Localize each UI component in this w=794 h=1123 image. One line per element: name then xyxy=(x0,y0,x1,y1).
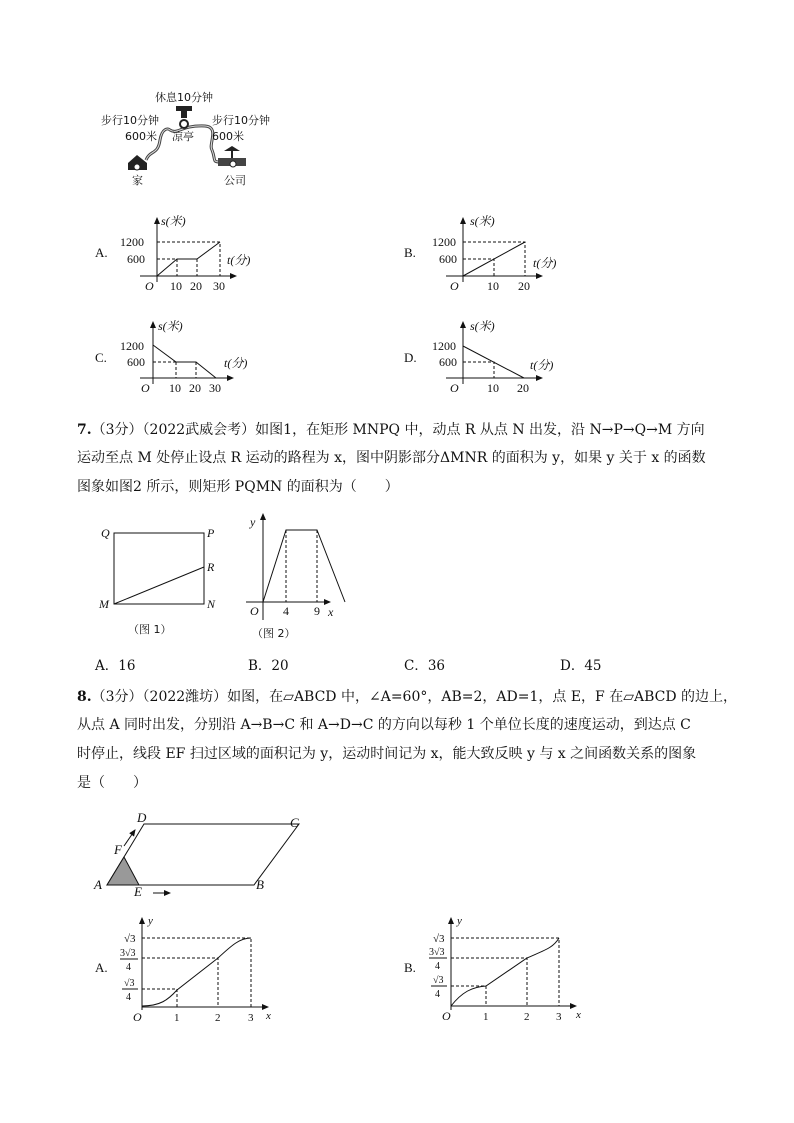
y-tick-3sqrt3-4-num: 3√3 xyxy=(429,947,445,958)
y-tick: 1200 xyxy=(120,235,144,249)
x-axis-label: t(分) xyxy=(227,253,251,267)
y-axis-label: y xyxy=(457,915,462,927)
q8-parallelogram xyxy=(93,810,299,899)
q7-line-2: 运动至点 M 处停止设点 R 运动的路程为 x，图中阴影部分ΔMNR 的面积为 y，如果 y 关于 x 的函数 xyxy=(77,450,706,466)
q7-line-3: 图象如图2 所示，则矩形 PQMN 的面积为（ ） xyxy=(77,479,399,495)
dist2-label: 600米 xyxy=(212,130,244,143)
y-tick: 1200 xyxy=(432,235,456,249)
q8-text: 如图，在▱ABCD 中，∠A=60°，AB=2，AD=1，点 E，F 在▱ABCD 的边上， xyxy=(227,689,738,705)
point-f: F xyxy=(114,842,122,857)
q7-option-b[interactable]: B．20 xyxy=(248,658,289,674)
figure-1-caption: （图 1） xyxy=(128,623,172,636)
q8-meta: （3分）（2022潍坊） xyxy=(91,689,228,705)
x-tick: 10 xyxy=(487,381,499,395)
point-r: R xyxy=(207,560,215,574)
figure-2-caption: （图 2） xyxy=(252,627,296,640)
q8-number: 8. xyxy=(77,689,92,705)
y-tick-sqrt3: √3 xyxy=(433,933,445,945)
point-m: M xyxy=(99,597,109,611)
x-tick: 10 xyxy=(487,279,499,293)
origin-label: O xyxy=(250,604,259,618)
home-icon xyxy=(128,155,147,170)
q7-option-c[interactable]: C．36 xyxy=(404,658,446,674)
option-label: A. xyxy=(95,245,108,260)
x-tick: 1 xyxy=(483,1011,489,1023)
x-tick: 1 xyxy=(174,1012,180,1024)
option-label: D. xyxy=(404,350,417,365)
q7-text: 如图1，在矩形 MNPQ 中，动点 R 从点 N 出发，沿 N→P→Q→M 方向 xyxy=(255,422,705,438)
origin-label: O xyxy=(141,381,150,395)
q8-line-4: 是（ ） xyxy=(77,775,147,791)
origin-label: O xyxy=(133,1010,142,1024)
y-tick-sqrt3-4-num: √3 xyxy=(433,975,444,986)
rest-label: 休息10分钟 xyxy=(155,91,213,104)
y-tick-3sqrt3-4-den: 4 xyxy=(435,961,440,972)
option-label: A. xyxy=(95,960,108,975)
y-tick-3sqrt3-4-den: 4 xyxy=(126,962,131,973)
q7-option-d[interactable]: D．45 xyxy=(560,658,602,674)
x-tick: 3 xyxy=(556,1011,562,1023)
x-axis-label: t(分) xyxy=(224,356,248,370)
option-label: C. xyxy=(95,350,107,365)
origin-label: O xyxy=(450,279,459,293)
company-label: 公司 xyxy=(224,174,246,187)
company-icon xyxy=(218,146,246,167)
x-tick: 20 xyxy=(517,381,529,395)
x-tick: 2 xyxy=(524,1011,530,1023)
x-tick: 10 xyxy=(169,381,181,395)
walk1-label: 步行10分钟 xyxy=(101,114,159,127)
y-tick-sqrt3: √3 xyxy=(124,933,136,945)
point-n: N xyxy=(207,597,216,611)
x-tick: 9 xyxy=(314,604,320,618)
y-tick: 600 xyxy=(127,355,145,369)
q6-graph-b[interactable] xyxy=(404,214,556,293)
arrow-f-icon xyxy=(124,830,135,846)
q6-graph-c[interactable] xyxy=(95,319,247,395)
q7-figure-2 xyxy=(246,514,345,640)
x-axis-label: x xyxy=(576,1009,581,1021)
q8-line-3: 时停止，线段 EF 扫过区域的面积记为 y，运动时间记为 x，能大致反映 y 与 x 之间函数关系的图象 xyxy=(77,746,697,762)
point-c: C xyxy=(290,815,299,830)
y-tick-sqrt3-4-den: 4 xyxy=(435,989,440,1000)
y-tick: 600 xyxy=(439,355,457,369)
q7-number: 7. xyxy=(77,422,92,438)
x-axis-label: t(分) xyxy=(533,256,557,270)
pavilion-icon xyxy=(176,106,192,128)
pavilion-label: 凉亭 xyxy=(172,130,194,143)
y-tick: 1200 xyxy=(120,339,144,353)
y-axis-label: s(米) xyxy=(470,319,495,333)
x-tick: 3 xyxy=(248,1012,254,1024)
origin-label: O xyxy=(442,1009,451,1023)
point-e: E xyxy=(134,884,142,899)
point-b: B xyxy=(256,877,264,892)
y-axis-label: y xyxy=(250,515,256,529)
option-label: B. xyxy=(404,960,416,975)
x-axis-label: x xyxy=(328,605,334,619)
y-axis-label: s(米) xyxy=(470,214,495,228)
q8-graph-a[interactable] xyxy=(95,915,271,1024)
y-axis-label: s(米) xyxy=(161,214,186,228)
x-axis-label: t(分) xyxy=(530,358,554,372)
q7-option-a[interactable]: A．16 xyxy=(95,658,136,674)
point-a: A xyxy=(94,877,102,892)
x-tick: 20 xyxy=(190,279,202,293)
q7-figure-1 xyxy=(98,526,216,636)
x-tick: 4 xyxy=(283,604,289,618)
home-label: 家 xyxy=(132,174,143,187)
walk2-label: 步行10分钟 xyxy=(212,114,270,127)
y-tick: 600 xyxy=(127,252,145,266)
origin-label: O xyxy=(145,279,154,293)
origin-label: O xyxy=(450,381,459,395)
q8-graph-b[interactable] xyxy=(404,915,581,1023)
y-axis-label: s(米) xyxy=(158,319,183,333)
q7-meta: （3分）（2022武威会考） xyxy=(91,422,256,438)
option-label: B. xyxy=(404,245,416,260)
point-d: D xyxy=(137,810,147,825)
y-tick-sqrt3-4-num: √3 xyxy=(124,978,135,989)
point-q: Q xyxy=(101,526,110,540)
q8-line-2: 从点 A 同时出发，分别沿 A→B→C 和 A→D→C 的方向以每秒 1 个单位长度的速度运动，到达点 C xyxy=(77,717,691,733)
x-tick: 30 xyxy=(213,279,225,293)
route-map xyxy=(101,90,270,187)
x-tick: 10 xyxy=(170,279,182,293)
q6-graph-a[interactable] xyxy=(95,214,250,293)
x-tick: 20 xyxy=(189,381,201,395)
y-tick-sqrt3-4-den: 4 xyxy=(126,992,131,1003)
y-tick: 1200 xyxy=(432,339,456,353)
x-tick: 20 xyxy=(518,279,530,293)
y-tick: 600 xyxy=(439,252,457,266)
y-axis-label: y xyxy=(148,915,153,927)
point-p: P xyxy=(207,526,215,540)
dist1-label: 600米 xyxy=(125,130,157,143)
y-tick-3sqrt3-4-num: 3√3 xyxy=(120,948,136,959)
x-axis-label: x xyxy=(266,1010,271,1022)
x-tick: 2 xyxy=(215,1012,221,1024)
q6-graph-d[interactable] xyxy=(404,319,553,395)
x-tick: 30 xyxy=(209,381,221,395)
